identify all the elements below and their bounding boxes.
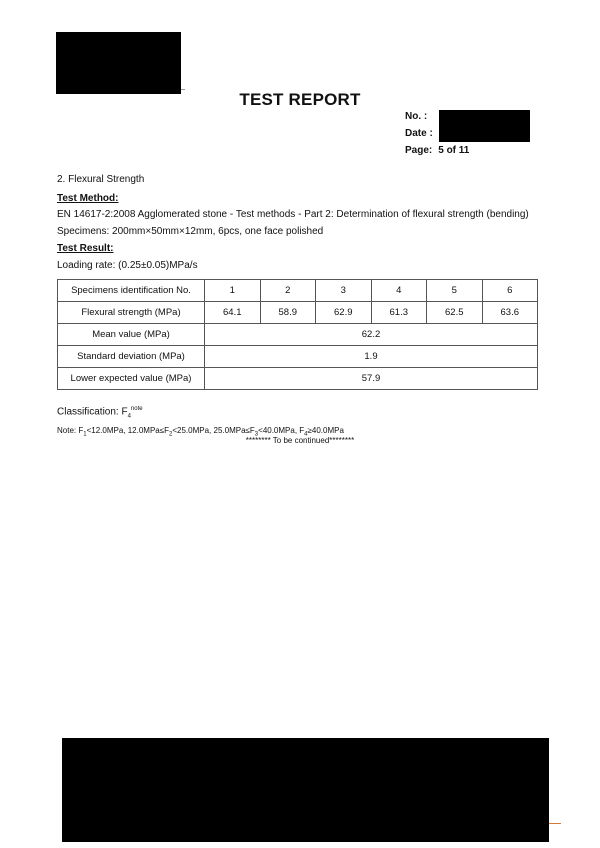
strength-cell: 63.6: [482, 302, 538, 324]
section-heading: 2. Flexural Strength: [57, 174, 145, 185]
strength-cell: 64.1: [205, 302, 261, 324]
results-table: [57, 279, 538, 390]
note-text: <12.0MPa, 12.0MPa≤F: [86, 426, 170, 435]
note-sub: 3: [254, 431, 259, 438]
loading-rate: Loading rate: (0.25±0.05)MPa/s: [57, 260, 198, 271]
table-row: [58, 280, 538, 302]
test-result-label: Test Result:: [57, 243, 114, 254]
mean-label-cell: Mean value (MPa): [58, 324, 205, 346]
page-title: TEST REPORT: [239, 90, 361, 109]
footer-accent-line: [549, 823, 561, 824]
id-cell: 6: [482, 280, 538, 302]
note-sub: 4: [304, 431, 308, 438]
id-cell: 4: [371, 280, 427, 302]
id-cell: 3: [316, 280, 372, 302]
note-text: ≥40.0MPa: [307, 426, 344, 435]
id-cell: 1: [205, 280, 261, 302]
table-row: [58, 324, 538, 346]
std-value-cell: 1.9: [205, 346, 538, 368]
strength-label-cell: Flexural strength (MPa): [58, 302, 205, 324]
lower-label-cell: Lower expected value (MPa): [58, 368, 205, 390]
note-prefix: Note: F: [57, 426, 84, 435]
table-row: [58, 302, 538, 324]
specimens-text: Specimens: 200mm×50mm×12mm, 6pcs, one face polished: [57, 226, 324, 237]
page-number: [405, 145, 469, 156]
table-row: [58, 368, 538, 390]
page-label: Page:: [405, 145, 433, 156]
test-method-text: EN 14617-2:2008 Agglomerated stone - Test methods - Part 2: Determination of flexural strength (bending): [57, 209, 529, 220]
note-sub: 1: [83, 431, 87, 438]
classification: [57, 406, 143, 419]
report-no-label: No. :: [405, 111, 428, 122]
id-cell: 2: [260, 280, 316, 302]
id-cell: 5: [427, 280, 483, 302]
lower-value-cell: 57.9: [205, 368, 538, 390]
strength-cell: 62.5: [427, 302, 483, 324]
strength-cell: 62.9: [316, 302, 372, 324]
note-text: <25.0MPa, 25.0MPa≤F: [172, 426, 255, 435]
std-label-cell: Standard deviation (MPa): [58, 346, 205, 368]
note-text: <40.0MPa, F: [258, 426, 305, 435]
table-row: [58, 346, 538, 368]
strength-cell: 58.9: [260, 302, 316, 324]
to-be-continued: ******** To be continued********: [245, 436, 355, 445]
classification-sub: 4: [127, 413, 131, 420]
classification-sup: note: [130, 406, 143, 412]
test-method-label: Test Method:: [57, 193, 119, 204]
id-label-cell: Specimens identification No.: [58, 280, 205, 302]
note-sub: 2: [169, 431, 173, 438]
redacted-footer: [62, 738, 549, 842]
page-value: 5 of 11: [438, 145, 470, 156]
classification-label: Classification: F: [57, 406, 128, 418]
report-date-label: Date :: [405, 128, 433, 139]
mean-value-cell: 62.2: [205, 324, 538, 346]
redacted-logo: [56, 32, 181, 94]
strength-cell: 61.3: [371, 302, 427, 324]
redacted-report-info: [439, 110, 530, 142]
